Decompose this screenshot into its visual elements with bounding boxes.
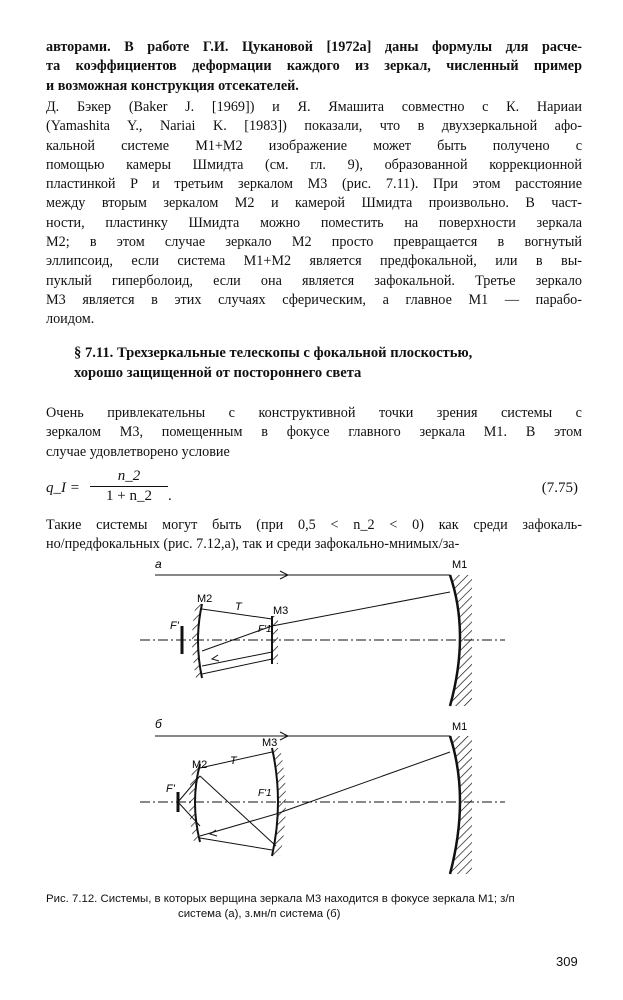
panel-b-focus-ray	[178, 776, 200, 802]
panel-b-f-label: F'	[166, 783, 175, 795]
panel-b-m2-label: M2	[192, 759, 208, 771]
panel-a-m3-hatch	[272, 616, 278, 664]
page-number: 309	[556, 954, 578, 969]
paragraph1-line: и возможная конструкция отсекателей.	[46, 77, 299, 94]
paragraph2-line: Д. Бэкер (Baker J. [1969]) и Я. Ямашита совместно с К. Нариаи	[46, 99, 582, 115]
panel-b-f1-label: F'1	[258, 788, 272, 799]
equation-number: (7.75)	[541, 480, 578, 496]
paragraph-4	[46, 516, 582, 555]
paragraph1-line: авторами. В работе Г.И. Цукановой [1972а] даны формулы для расче-	[46, 39, 582, 55]
paragraph2-line: лоидом.	[46, 311, 95, 328]
panel-b-focus-ray-2	[178, 802, 200, 826]
paragraph2-line: M3 является в этих случаях сферическим, а главное M1 — парабо-	[46, 291, 582, 308]
panel-a-f1-label: F'1	[258, 624, 272, 635]
paragraph2-line: пуклый гиперболоид, если она является зафокальной. Третье зеркало	[46, 272, 582, 289]
panel-b-m1-hatch	[450, 736, 472, 874]
panel-b-m1-label: M1	[452, 721, 468, 733]
panel-a-t-label: T	[235, 601, 242, 613]
panel-a-m1-label: M1	[452, 559, 468, 571]
paragraph2-line: кальной системе M1+M2 изображение может быть получено с	[46, 137, 582, 154]
paragraph2-line: M2; в этом случае зеркало M2 просто превращается в вогнутый	[46, 234, 582, 251]
section-heading-line: § 7.11. Трехзеркальные телескопы с фокальной плоскостью,	[74, 345, 473, 361]
figure-panel-a	[140, 557, 505, 706]
panel-a-m3-label: M3	[273, 605, 289, 617]
paragraph2-line: между вторым зеркалом M2 и камерой Шмидта произвольно. В част-	[46, 195, 582, 212]
figure-panel-b	[140, 717, 505, 874]
panel-a-label: a	[155, 557, 162, 571]
equation-period: .	[168, 488, 172, 504]
panel-b-label: б	[155, 717, 162, 731]
paragraph2-line: пластинкой P и третьим зеркалом M3 (рис. 7.11). При этом расстояние	[46, 176, 582, 193]
equation-lhs: q_I =	[46, 480, 80, 496]
arrow-icon	[212, 655, 219, 661]
paragraph3-line: зеркалом M3, помещенным в фокусе главного зеркала M1. В этом	[46, 424, 582, 441]
paragraph2-line: (Yamashita Y., Nariai K. [1983]) показали, что в двухзеркальной афо-	[46, 118, 582, 135]
panel-b-reflected-ray	[276, 752, 450, 814]
paragraph4-line: Такие системы могут быть (при 0,5 < n_2 < 0) как среди зафокаль-	[46, 517, 582, 533]
figure-caption	[46, 892, 586, 921]
paragraph1-line: та коэффициентов деформации каждого из зеркал, численный пример	[46, 58, 582, 75]
equation-7-75	[46, 468, 582, 514]
panel-b-bottom-ray	[200, 838, 272, 850]
panel-a-reflected-ray	[272, 592, 450, 626]
paragraph-1	[46, 38, 582, 96]
section-heading	[74, 344, 574, 383]
panel-b-t-label: T	[230, 755, 237, 767]
paragraph3-line: Очень привлекательны с конструктивной точки зрения системы с	[46, 405, 582, 421]
equation-fraction	[90, 468, 168, 505]
panel-a-f-label: F'	[170, 620, 179, 632]
panel-a-bottom-ray	[202, 659, 272, 674]
panel-b-m3-label: M3	[262, 737, 278, 749]
equation-denominator: 1 + n_2	[106, 488, 152, 504]
section-heading-line: хорошо защищенной от постороннего света	[74, 364, 362, 381]
paragraph-3	[46, 404, 582, 462]
panel-b-inner-ray-2	[200, 776, 276, 846]
caption-line-1: Рис. 7.12. Системы, в которых верщина зеркала M3 находится в фокусе зеркала M1; з/п	[46, 893, 515, 905]
caption-line-2: система (а), з.мн/п система (б)	[178, 907, 341, 920]
paragraph2-line: помощью камеры Шмидта (см. гл. 9), образованной коррекционной	[46, 156, 582, 173]
paragraph2-line: эллипсоид, если система M1+M2 является предфокальной, или в вы-	[46, 253, 582, 270]
equation-numerator: n_2	[90, 468, 168, 487]
paragraph4-line: но/предфокальных (рис. 7.12,a), так и среди зафокально-мнимых/за-	[46, 536, 460, 553]
figure-7-12	[130, 556, 510, 886]
panel-a-m2-label: M2	[197, 593, 213, 605]
paragraph2-line: ности, пластинку Шмидта можно поместить на поверхности зеркала	[46, 214, 582, 231]
paragraph-2	[46, 98, 582, 330]
paragraph3-line: случае удовлетворено условие	[46, 443, 230, 460]
